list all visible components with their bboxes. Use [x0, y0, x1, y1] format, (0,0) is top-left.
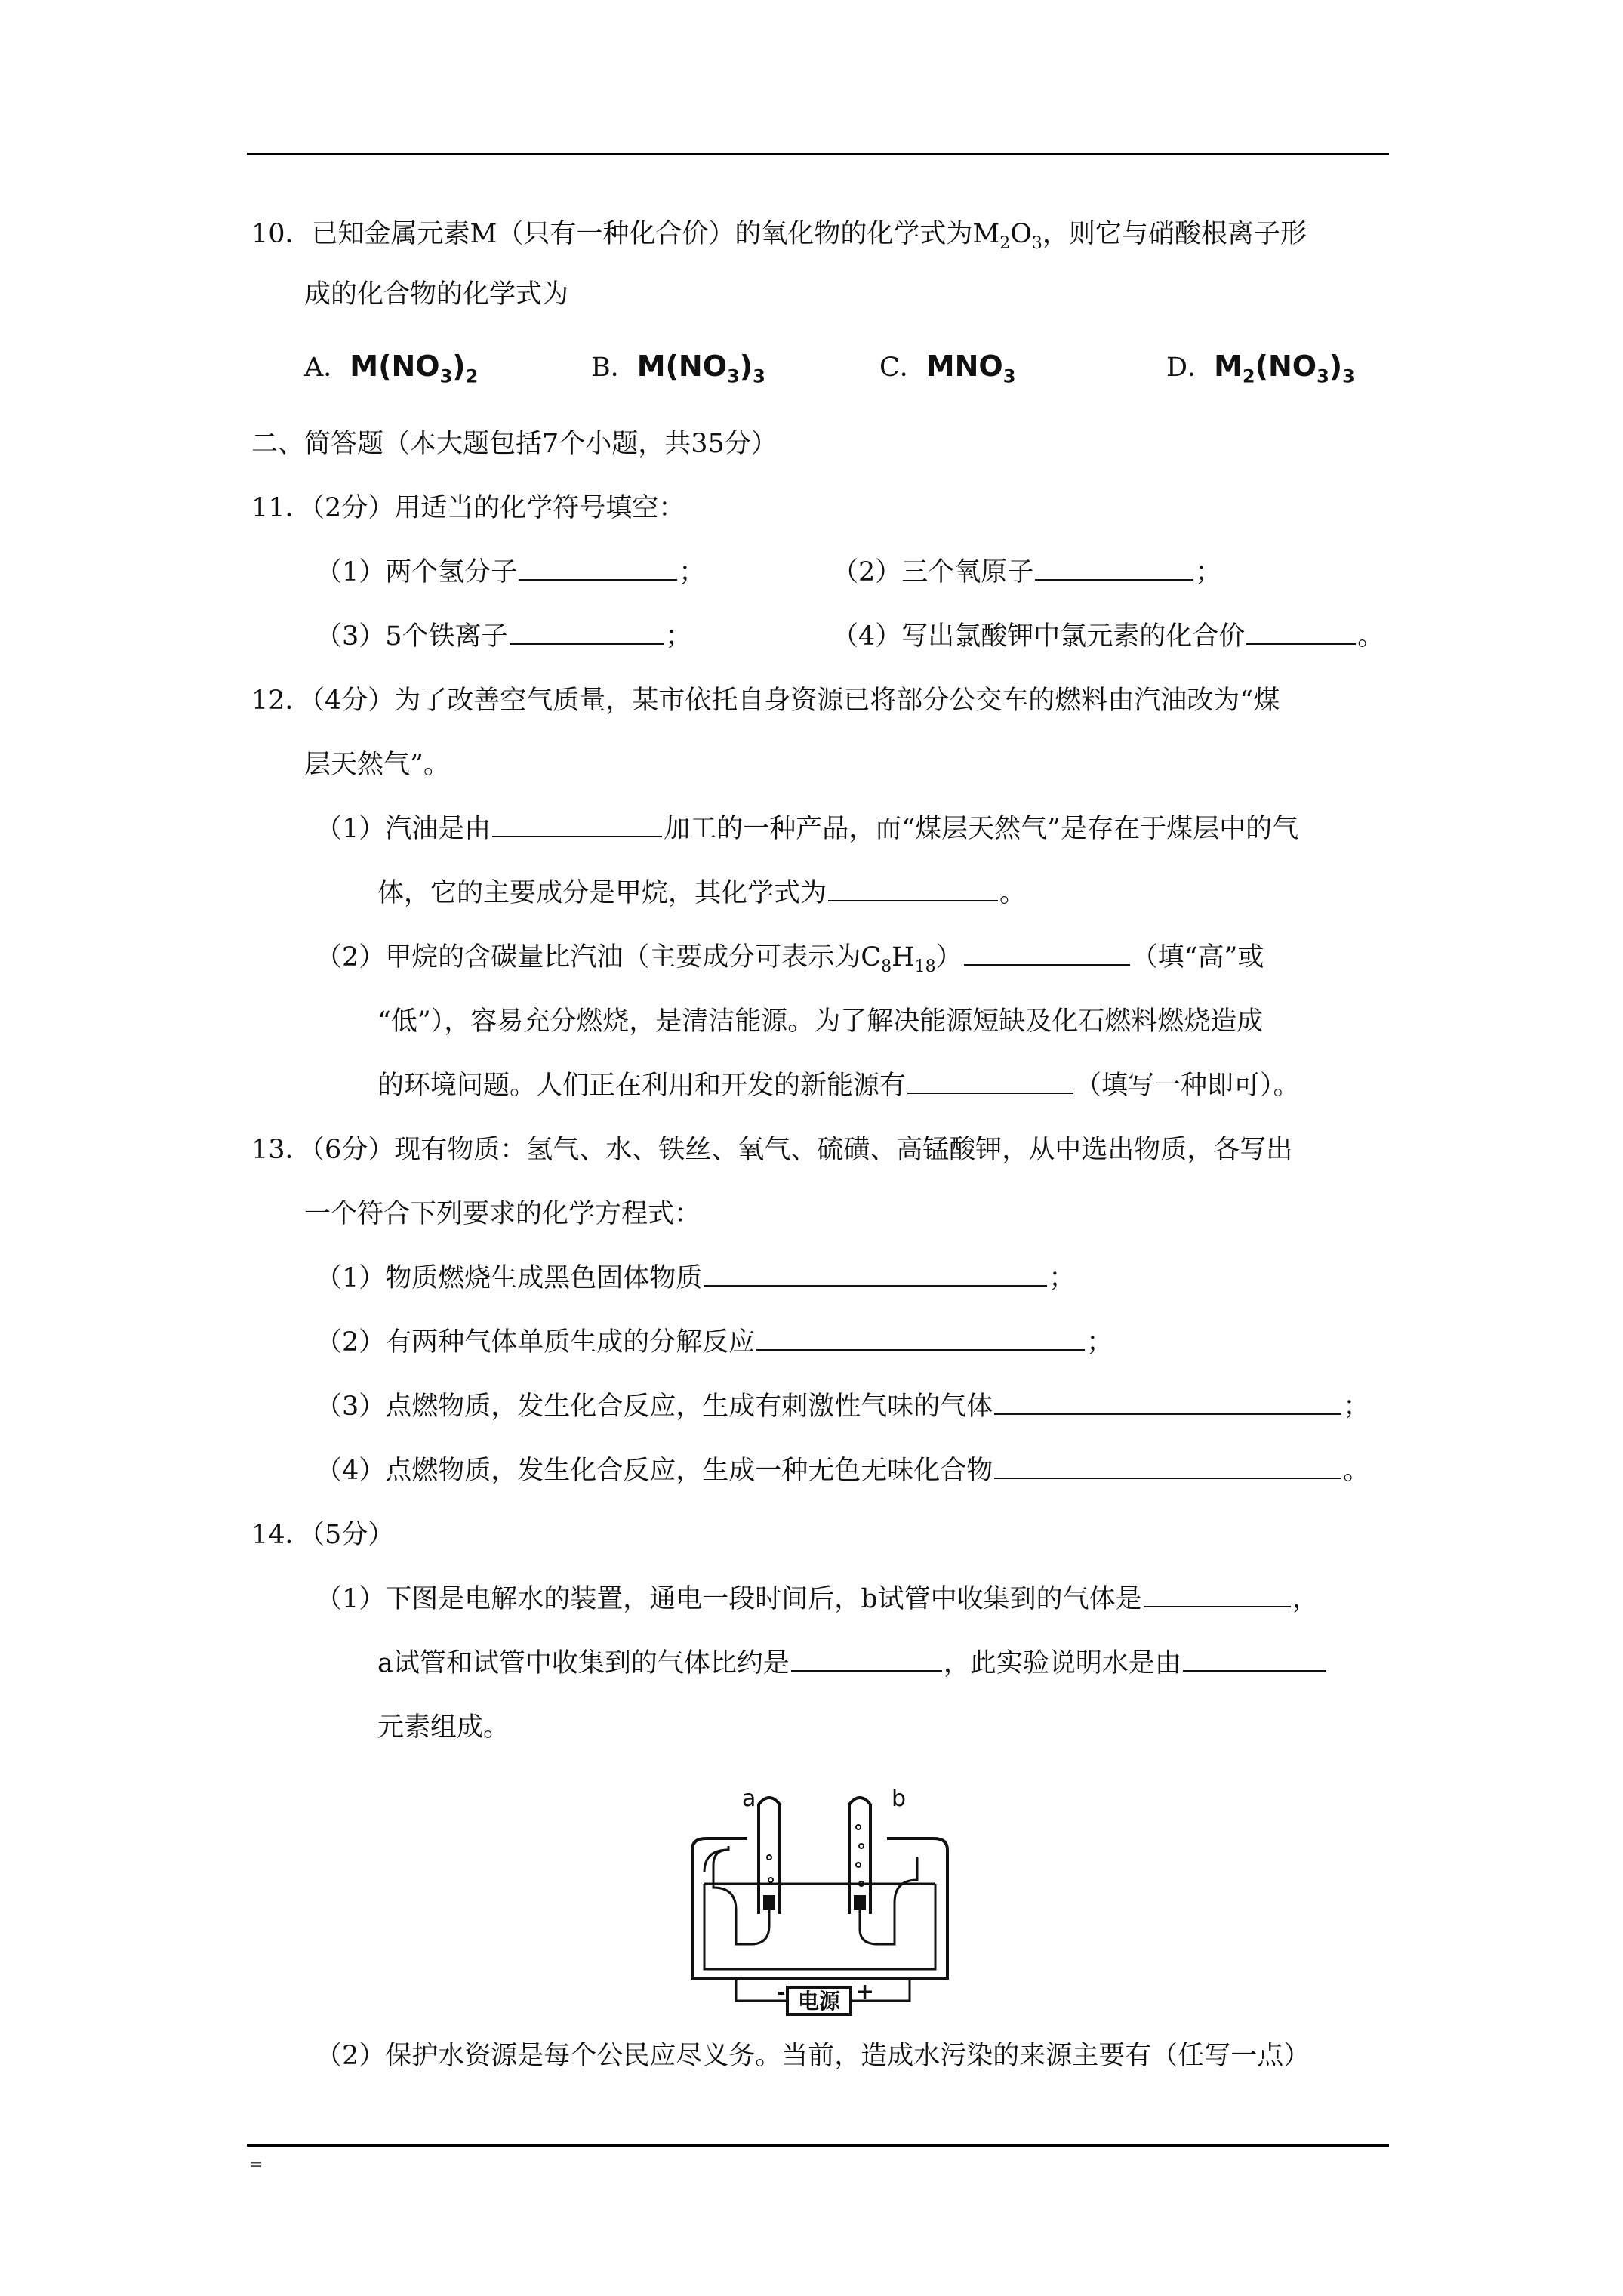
answer-blank[interactable] — [791, 1644, 942, 1672]
q12-part1-line2: 体，它的主要成分是甲烷，其化学式为 。 — [377, 874, 1026, 912]
q12-part2-line3: 的环境问题。人们正在利用和开发的新能源有 （填写一种即可）。 — [377, 1067, 1300, 1105]
answer-blank[interactable] — [510, 618, 664, 645]
section-title: 二、简答题（本大题包括7个小题，共35分） — [251, 429, 778, 459]
q10-option-b: B．$M(NO_3)_3$ — [591, 350, 765, 387]
q12-stem-line2: 层天然气”。 — [304, 750, 450, 780]
answer-blank[interactable] — [828, 874, 998, 901]
answer-blank[interactable] — [519, 553, 677, 581]
power-supply-label: 电源 — [797, 1989, 841, 2014]
footer-mark: = — [249, 2156, 263, 2174]
answer-blank[interactable] — [1246, 618, 1356, 645]
water-trough — [692, 1872, 947, 1978]
electrolysis-apparatus-figure — [683, 1774, 970, 2016]
q10-option-c: C．$MNO_3$ — [879, 350, 1016, 387]
answer-blank[interactable] — [964, 938, 1130, 966]
wire-b — [860, 1857, 917, 1944]
q12-part1-line1: （1）汽油是由 加工的一种产品，而“煤层天然气”是存在于煤层中的气 — [316, 810, 1298, 848]
tube-a-label: a — [742, 1786, 756, 1812]
q13-part3: （3）点燃物质，发生化合反应，生成有刺激性气味的气体 ； — [316, 1388, 1369, 1425]
q11-stem: 11．（2分）用适当的化学符号填空： — [251, 493, 685, 523]
q11-part4: （4）写出氯酸钾中氯元素的化合价 。 — [832, 618, 1384, 655]
answer-blank[interactable] — [994, 1452, 1341, 1479]
q10-line2: 成的化合物的化学式为 — [304, 279, 569, 310]
tube-b-label: b — [892, 1786, 907, 1812]
q10-option-a: A．$M(NO_3)_2$ — [304, 350, 479, 387]
q14-part1-line3: 元素组成。 — [377, 1712, 510, 1743]
q12-part2-line1: （2）甲烷的含碳量比汽油（主要成分可表示为$C_8H_{18}$） （填“高”或 — [316, 938, 1264, 976]
q10-option-d: D．$M_2(NO_3)_3$ — [1166, 350, 1355, 387]
answer-blank[interactable] — [492, 810, 662, 837]
q11-part3: （3）5个铁离子 ； — [316, 618, 692, 655]
q14-part1-line2: a试管和试管中收集到的气体比约是 ，此实验说明水是由 — [377, 1644, 1328, 1682]
electrode-a — [763, 1895, 775, 1910]
q13-part2: （2）有两种气体单质生成的分解反应 ； — [316, 1324, 1113, 1361]
answer-blank[interactable] — [907, 1067, 1073, 1094]
electrode-b — [854, 1895, 866, 1910]
answer-blank[interactable] — [756, 1324, 1085, 1351]
header-rule — [247, 153, 1389, 155]
wire-a — [713, 1846, 769, 1944]
negative-terminal: - — [777, 1980, 786, 2005]
q12-stem-line1: 12．（4分）为了改善空气质量，某市依托自身资源已将部分公交车的燃料由汽油改为“煤 — [251, 686, 1280, 716]
answer-blank[interactable] — [1144, 1580, 1291, 1607]
q13-part1: （1）物质燃烧生成黑色固体物质 ； — [316, 1259, 1075, 1297]
answer-blank[interactable] — [1035, 553, 1193, 581]
q13-part4: （4）点燃物质，发生化合反应，生成一种无色无味化合物 。 — [316, 1452, 1369, 1490]
q11-part1: （1）两个氢分子 ； — [316, 553, 705, 591]
q14-part2: （2）保护水资源是每个公民应尽义务。当前，造成水污染的来源主要有（任写一点） — [316, 2041, 1310, 2071]
q12-part2-line2: “低”），容易充分燃烧，是清洁能源。为了解决能源短缺及化石燃料燃烧造成 — [377, 1006, 1264, 1037]
q11-part2: （2）三个氧原子 ； — [832, 553, 1221, 591]
q13-stem-line2: 一个符合下列要求的化学方程式： — [304, 1199, 701, 1229]
positive-terminal: + — [855, 1979, 875, 2005]
footer-rule — [247, 2144, 1389, 2147]
q10-line1: 10．已知金属元素M（只有一种化合价）的氧化物的化学式为$M_2O_3$，则它与硝酸根离子形 — [251, 219, 1307, 253]
answer-blank[interactable] — [1183, 1644, 1326, 1672]
answer-blank[interactable] — [704, 1259, 1047, 1287]
answer-blank[interactable] — [994, 1388, 1341, 1415]
q14-stem: 14．（5分） — [251, 1520, 395, 1550]
q13-stem-line1: 13．（6分）现有物质：氢气、水、铁丝、氧气、硫磺、高锰酸钾，从中选出物质，各写出 — [251, 1135, 1293, 1165]
q14-part1-line1: （1）下图是电解水的装置，通电一段时间后，b试管中收集到的气体是 ， — [316, 1580, 1319, 1618]
